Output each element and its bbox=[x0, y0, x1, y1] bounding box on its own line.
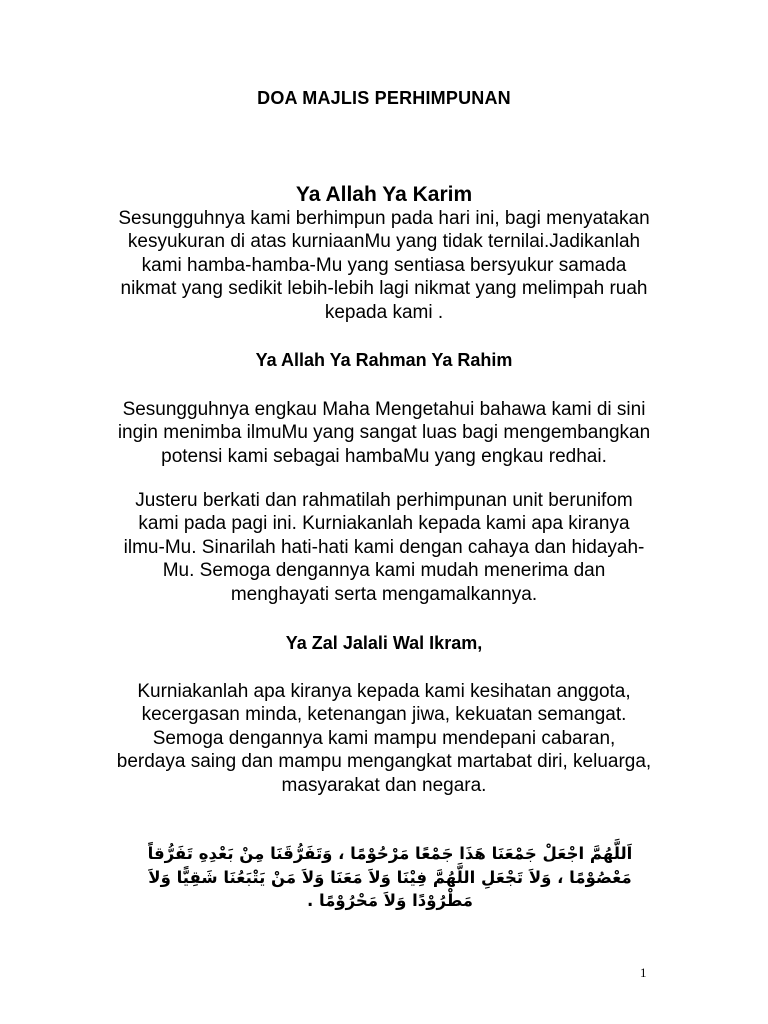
paragraph-2 bbox=[100, 398, 668, 468]
paragraph-line: masyarakat dan negara. bbox=[281, 774, 487, 796]
paragraph-1 bbox=[100, 207, 668, 324]
paragraph-line: menghayati serta mengamalkannya. bbox=[230, 583, 538, 605]
paragraph-line: berdaya saing dan mampu mengangkat martabat diri, keluarga, bbox=[116, 751, 652, 773]
paragraph-line: potensi kami sebagai hambaMu yang engkau redhai. bbox=[161, 445, 607, 467]
paragraph-4 bbox=[100, 680, 668, 797]
paragraph-line: Mu. Semoga dengannya kami mudah menerima dan bbox=[162, 560, 606, 582]
arabic-prayer bbox=[110, 842, 670, 913]
paragraph-line: Semoga dengannya kami mampu mendepani cabaran, bbox=[152, 727, 616, 749]
heading-ya-allah-ya-rahman: Ya Allah Ya Rahman Ya Rahim bbox=[255, 350, 513, 370]
paragraph-line: Sesungguhnya kami berhimpun pada hari ini, bagi menyatakan bbox=[118, 208, 650, 229]
arabic-line: مَعْصُوْمًا ، وَلاَ تَجْعَلِ اللَّهُمَّ فِيْنَا وَلاَ مَعَنَا وَلاَ مَنْ يَتْبَعُنَا شَقِيًّا وَلاَ bbox=[148, 867, 632, 887]
paragraph-line: nikmat yang sedikit lebih-lebih lagi nikmat yang melimpah ruah bbox=[120, 278, 648, 300]
paragraph-line: kepada kami . bbox=[324, 301, 444, 323]
heading-ya-allah-ya-karim: Ya Allah Ya Karim bbox=[295, 183, 473, 206]
paragraph-line: ilmu-Mu. Sinarilah hati-hati kami dengan cahaya dan hidayah- bbox=[123, 536, 645, 558]
paragraph-line: kesyukuran di atas kurniaanMu yang tidak ternilai.Jadikanlah bbox=[127, 231, 641, 253]
paragraph-line: ingin menimba ilmuMu yang sangat luas bagi mengembangkan bbox=[117, 422, 651, 444]
paragraph-3 bbox=[100, 489, 668, 606]
page-number: 1 bbox=[640, 965, 647, 980]
paragraph-line: kami hamba-hamba-Mu yang sentiasa bersyukur samada bbox=[141, 254, 627, 276]
document-title: DOA MAJLIS PERHIMPUNAN bbox=[257, 88, 511, 108]
paragraph-line: Sesungguhnya engkau Maha Mengetahui bahawa kami di sini bbox=[122, 399, 646, 420]
paragraph-line: kami pada pagi ini. Kurniakanlah kepada kami apa kiranya bbox=[138, 513, 630, 535]
paragraph-line: kecergasan minda, ketenangan jiwa, kekuatan semangat. bbox=[141, 704, 627, 726]
paragraph-line: Justeru berkati dan rahmatilah perhimpunan unit berunifom bbox=[135, 490, 633, 511]
paragraph-line: Kurniakanlah apa kiranya kepada kami kesihatan anggota, bbox=[137, 681, 631, 702]
heading-ya-zal-jalali: Ya Zal Jalali Wal Ikram, bbox=[285, 633, 483, 653]
arabic-line: اَللَّهُمَّ اجْعَلْ جَمْعَنَا هَذَا جَمْعًا مَرْحُوْمًا ، وَتَفَرُّقَنَا مِنْ بَعْدِهِ تَفَرُّقاً bbox=[147, 844, 633, 863]
arabic-line: مَطْرُوْدًا وَلاَ مَحْرُوْمًا . bbox=[306, 891, 473, 910]
